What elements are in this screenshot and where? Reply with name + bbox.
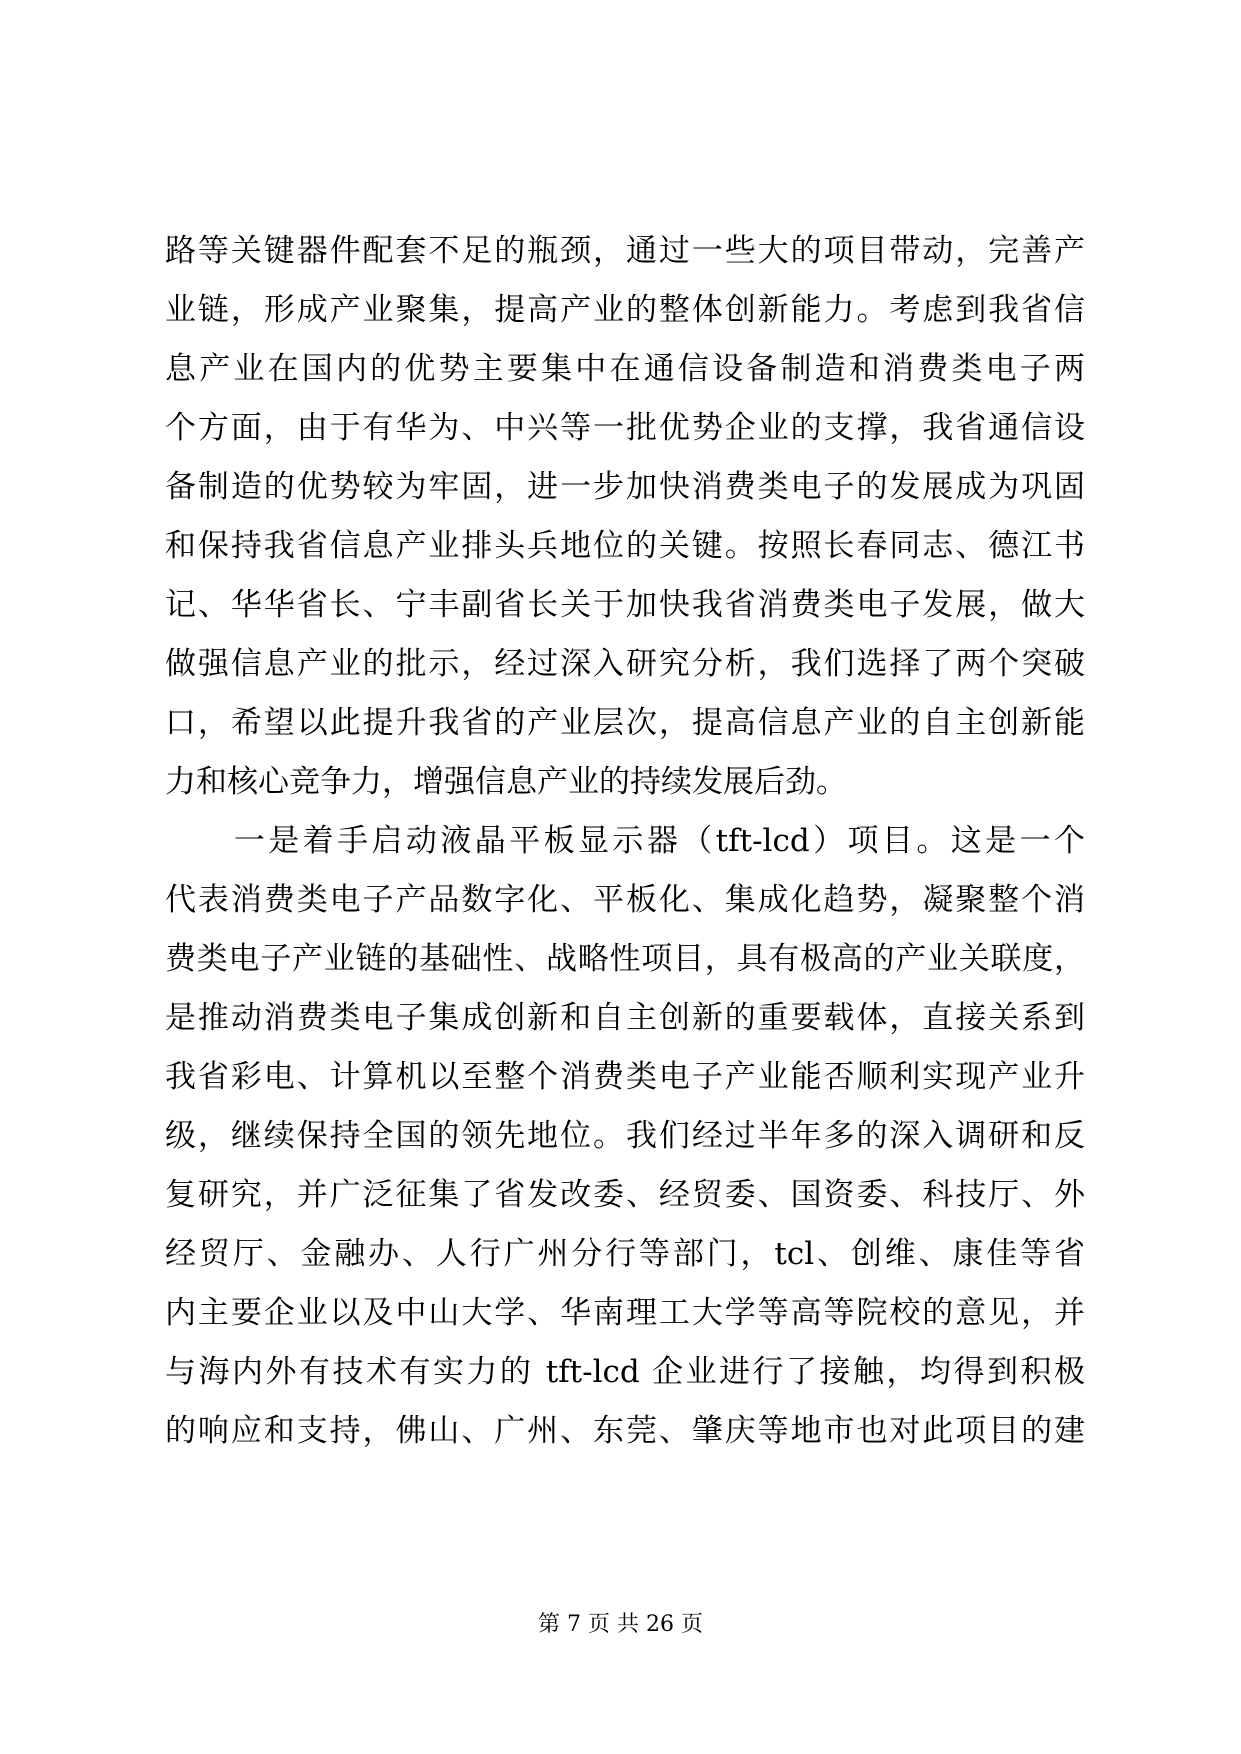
text-line: 经贸厅、金融办、人行广州分行等部门，tcl、创维、康佳等省 (165, 1236, 1085, 1272)
text-line: 我省彩电、计算机以至整个消费类电子产业能否顺利实现产业升 (165, 1059, 1085, 1095)
text-line: 与海内外有技术有实力的 tft-lcd 企业进行了接触，均得到积极 (165, 1354, 1085, 1390)
text-line: 记、华华省长、宁丰副省长关于加快我省消费类电子发展，做大 (165, 587, 1085, 623)
text-line: 内主要企业以及中山大学、华南理工大学等高等院校的意见，并 (165, 1295, 1085, 1331)
text-line: 是推动消费类电子集成创新和自主创新的重要载体，直接关系到 (165, 1000, 1085, 1036)
page-number-footer: 第 7 页 共 26 页 (538, 1612, 703, 1637)
text-line: 路等关键器件配套不足的瓶颈，通过一些大的项目带动，完善产 (165, 233, 1085, 269)
body-text (165, 222, 1085, 1461)
text-line: 代表消费类电子产品数字化、平板化、集成化趋势，凝聚整个消 (165, 882, 1085, 918)
text-line: 的响应和支持，佛山、广州、东莞、肇庆等地市也对此项目的建 (165, 1413, 1085, 1449)
text-line: 和保持我省信息产业排头兵地位的关键。按照长春同志、德江书 (165, 528, 1085, 564)
text-line: 做强信息产业的批示，经过深入研究分析，我们选择了两个突破 (165, 646, 1085, 682)
text-line: 口，希望以此提升我省的产业层次，提高信息产业的自主创新能 (165, 705, 1085, 741)
text-line: 力和核心竞争力，增强信息产业的持续发展后劲。 (165, 764, 847, 800)
text-line: 一是着手启动液晶平板显示器（tft-lcd）项目。这是一个 (165, 823, 1085, 859)
text-line: 费类电子产业链的基础性、战略性项目，具有极高的产业关联度， (165, 941, 1085, 977)
text-line: 息产业在国内的优势主要集中在通信设备制造和消费类电子两 (165, 351, 1085, 387)
text-line: 业链，形成产业聚集，提高产业的整体创新能力。考虑到我省信 (165, 292, 1085, 328)
text-line: 级，继续保持全国的领先地位。我们经过半年多的深入调研和反 (165, 1118, 1085, 1154)
text-line: 个方面，由于有华为、中兴等一批优势企业的支撑，我省通信设 (165, 410, 1085, 446)
text-line: 备制造的优势较为牢固，进一步加快消费类电子的发展成为巩固 (165, 469, 1085, 505)
text-line: 复研究，并广泛征集了省发改委、经贸委、国资委、科技厅、外 (165, 1177, 1085, 1213)
